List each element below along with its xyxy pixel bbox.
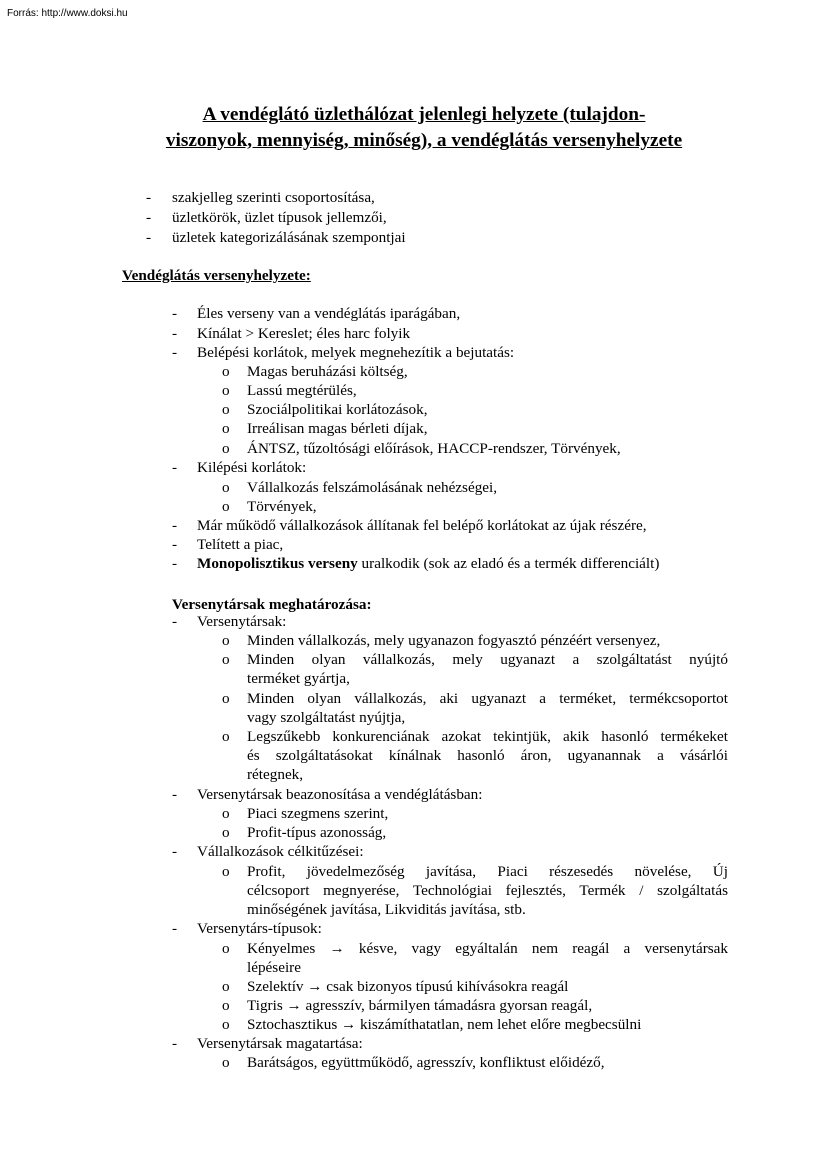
sub-list-item: Törvények, [247, 498, 317, 515]
list-item: Versenytársak: [197, 613, 287, 630]
sub-list-item-continuation: és szolgáltatásokat kínálnak hasonló áron, ugyanannak a vásárlói [247, 747, 728, 764]
sub-list-item: Vállalkozás felszámolásának nehézségei, [247, 479, 498, 496]
sub-list-item: Szelektív → csak bizonyos típusú kihívásokra reagál [247, 978, 569, 995]
title-line-2: viszonyok, mennyiség, minőség), a vendéglátás versenyhelyzete [165, 130, 683, 151]
sub-list-item: Piaci szegmens szerint, [247, 805, 389, 822]
dash-marker: - [172, 517, 178, 534]
list-item: Vállalkozások célkitűzései: [197, 843, 364, 860]
circle-marker: o [222, 863, 230, 880]
dash-marker: - [146, 189, 152, 206]
dash-marker: - [172, 786, 178, 803]
section-heading: Vendéglátás versenyhelyzete: [122, 267, 311, 284]
circle-marker: o [222, 651, 230, 668]
sub-list-item: Profit, jövedelmezőség javítása, Piaci részesedés növelése, Új [247, 863, 728, 880]
dash-marker: - [172, 920, 178, 937]
circle-marker: o [222, 978, 230, 995]
sub-list-item-continuation: vagy szolgáltatást nyújtja, [247, 709, 406, 726]
sub-list-item: ÁNTSZ, tűzoltósági előírások, HACCP-rendszer, Törvények, [247, 440, 621, 457]
list-item: üzletkörök, üzlet típusok jellemzői, [172, 209, 387, 226]
sub-list-item: Minden olyan vállalkozás, aki ugyanazt a terméket, termékcsoportot [247, 690, 728, 707]
circle-marker: o [222, 420, 230, 437]
circle-marker: o [222, 363, 230, 380]
list-item: Versenytársak beazonosítása a vendéglátásban: [197, 786, 483, 803]
dash-marker: - [172, 344, 178, 361]
source-watermark: Forrás: http://www.doksi.hu [7, 8, 128, 19]
circle-marker: o [222, 940, 230, 957]
list-item-rest: uralkodik (sok az eladó és a termék differenciált) [361, 555, 660, 572]
dash-marker: - [172, 305, 178, 322]
dash-marker: - [172, 613, 178, 630]
dash-marker: - [172, 555, 178, 572]
title-line-1: A vendéglátó üzlethálózat jelenlegi helyzete (tulajdon- [202, 104, 646, 125]
sub-list-item: Profit-típus azonosság, [247, 824, 387, 841]
list-item: Versenytárs-típusok: [197, 920, 322, 937]
dash-marker: - [172, 536, 178, 553]
dash-marker: - [172, 1035, 178, 1052]
circle-marker: o [222, 632, 230, 649]
dash-marker: - [172, 325, 178, 342]
dash-marker: - [172, 843, 178, 860]
circle-marker: o [222, 824, 230, 841]
sub-list-item: Sztochasztikus → kiszámíthatatlan, nem lehet előre megbecsülni [247, 1016, 642, 1033]
sub-list-item: Lassú megtérülés, [247, 382, 357, 399]
circle-marker: o [222, 728, 230, 745]
sub-list-item-continuation: lépéseire [247, 959, 301, 976]
list-item: Már működő vállalkozások állítanak fel belépő korlátokat az újak részére, [197, 517, 647, 534]
list-item: üzletek kategorizálásának szempontjai [172, 229, 406, 246]
circle-marker: o [222, 690, 230, 707]
circle-marker: o [222, 479, 230, 496]
dash-marker: - [172, 459, 178, 476]
circle-marker: o [222, 805, 230, 822]
sub-list-item: Legszűkebb konkurenciának azokat tekintjük, akik hasonló termékeket [247, 728, 728, 745]
sub-list-item-continuation: célcsoport megnyerése, Technológiai fejlesztés, Termék / szolgáltatás [247, 882, 728, 899]
circle-marker: o [222, 382, 230, 399]
sub-list-item: Minden vállalkozás, mely ugyanazon fogyasztó pénzéért versenyez, [247, 632, 661, 649]
dash-marker: - [146, 229, 152, 246]
circle-marker: o [222, 440, 230, 457]
list-item: Kilépési korlátok: [197, 459, 307, 476]
circle-marker: o [222, 1016, 230, 1033]
circle-marker: o [222, 401, 230, 418]
sub-list-item: Szociálpolitikai korlátozások, [247, 401, 428, 418]
list-item [197, 554, 659, 573]
bold-term: Monopolisztikus verseny [197, 555, 358, 572]
sub-list-item: Minden olyan vállalkozás, mely ugyanazt a szolgáltatást nyújtó [247, 651, 728, 668]
circle-marker: o [222, 498, 230, 515]
list-item: Telített a piac, [197, 536, 284, 553]
sub-list-item-continuation: terméket gyártja, [247, 670, 350, 687]
list-item: Éles verseny van a vendéglátás iparágában, [197, 305, 461, 322]
document-title [118, 102, 730, 154]
list-item: Belépési korlátok, melyek megnehezítik a bejutatás: [197, 344, 515, 361]
sub-list-item-continuation: minőségének javítása, Likviditás javítása, stb. [247, 901, 526, 918]
circle-marker: o [222, 1054, 230, 1071]
section-heading: Versenytársak meghatározása: [172, 596, 372, 613]
sub-list-item-continuation: rétegnek, [247, 766, 304, 783]
list-item: Versenytársak magatartása: [197, 1035, 363, 1052]
list-item: szakjelleg szerinti csoportosítása, [172, 189, 375, 206]
sub-list-item: Tigris → agresszív, bármilyen támadásra gyorsan reagál, [247, 997, 593, 1014]
dash-marker: - [146, 209, 152, 226]
sub-list-item: Kényelmes → késve, vagy egyáltalán nem reagál a versenytársak [247, 940, 728, 957]
sub-list-item: Irreálisan magas bérleti díjak, [247, 420, 428, 437]
circle-marker: o [222, 997, 230, 1014]
sub-list-item: Barátságos, együttműködő, agresszív, konfliktust előidéző, [247, 1054, 605, 1071]
sub-list-item: Magas beruházási költség, [247, 363, 408, 380]
list-item: Kínálat > Kereslet; éles harc folyik [197, 325, 411, 342]
